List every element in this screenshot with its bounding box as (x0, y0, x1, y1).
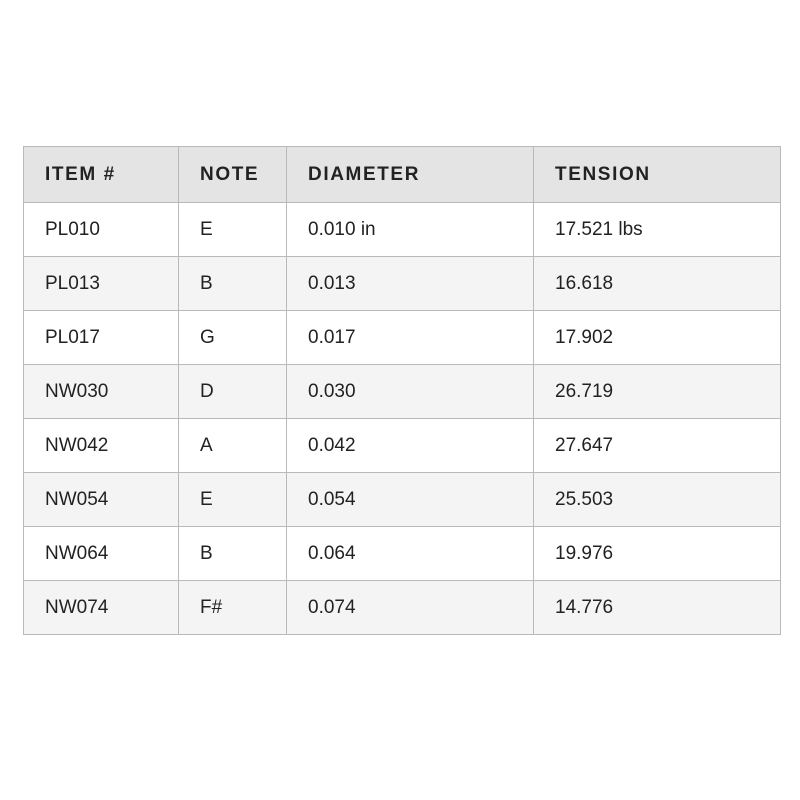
header-item-number: ITEM # (24, 147, 179, 203)
table-row (24, 581, 781, 635)
cell-diameter: 0.030 (287, 365, 534, 419)
table-row (24, 527, 781, 581)
cell-note: B (179, 257, 287, 311)
cell-diameter: 0.074 (287, 581, 534, 635)
header-row (24, 147, 781, 203)
table-row (24, 311, 781, 365)
cell-tension: 26.719 (534, 365, 781, 419)
cell-tension: 17.902 (534, 311, 781, 365)
cell-diameter: 0.017 (287, 311, 534, 365)
cell-item-number: NW030 (24, 365, 179, 419)
cell-note: D (179, 365, 287, 419)
header-note: NOTE (179, 147, 287, 203)
cell-note: B (179, 527, 287, 581)
cell-note: G (179, 311, 287, 365)
cell-diameter: 0.010 in (287, 203, 534, 257)
cell-item-number: PL013 (24, 257, 179, 311)
cell-item-number: PL017 (24, 311, 179, 365)
table-row (24, 473, 781, 527)
table-row (24, 257, 781, 311)
cell-note: F# (179, 581, 287, 635)
cell-diameter: 0.054 (287, 473, 534, 527)
table-body (24, 203, 781, 635)
cell-diameter: 0.013 (287, 257, 534, 311)
cell-item-number: NW064 (24, 527, 179, 581)
cell-tension: 17.521 lbs (534, 203, 781, 257)
cell-tension: 19.976 (534, 527, 781, 581)
cell-note: E (179, 203, 287, 257)
table-header (24, 147, 781, 203)
cell-note: E (179, 473, 287, 527)
table-row (24, 203, 781, 257)
cell-item-number: PL010 (24, 203, 179, 257)
cell-diameter: 0.042 (287, 419, 534, 473)
cell-diameter: 0.064 (287, 527, 534, 581)
cell-tension: 25.503 (534, 473, 781, 527)
cell-item-number: NW042 (24, 419, 179, 473)
header-tension: TENSION (534, 147, 781, 203)
cell-item-number: NW074 (24, 581, 179, 635)
string-spec-table (23, 146, 781, 635)
table-row (24, 419, 781, 473)
cell-tension: 16.618 (534, 257, 781, 311)
table-row (24, 365, 781, 419)
cell-tension: 27.647 (534, 419, 781, 473)
header-diameter: DIAMETER (287, 147, 534, 203)
cell-tension: 14.776 (534, 581, 781, 635)
cell-item-number: NW054 (24, 473, 179, 527)
cell-note: A (179, 419, 287, 473)
